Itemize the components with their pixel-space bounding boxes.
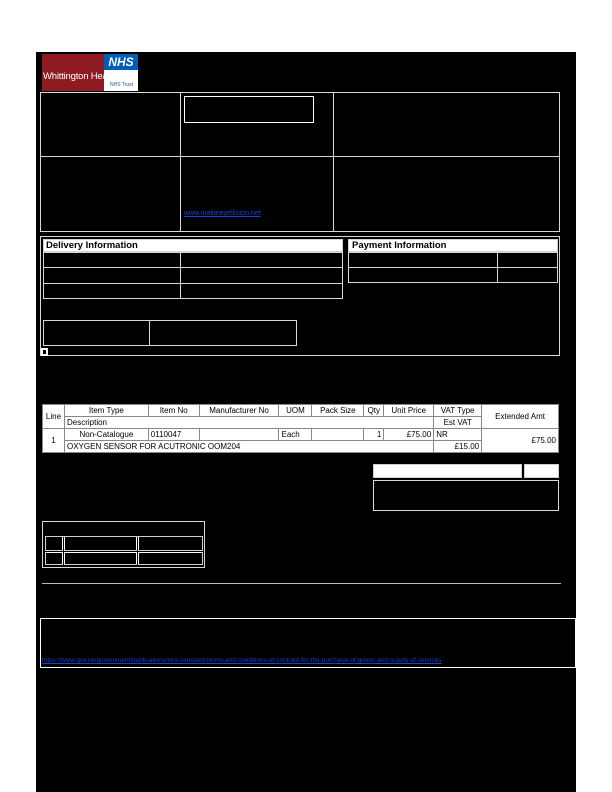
delivery-grid-row2 — [43, 283, 343, 284]
nhs-logo — [42, 54, 138, 91]
order-number-box — [184, 96, 314, 123]
col-item-no: Item No — [148, 405, 199, 417]
logo-nhs-badge: NHS — [104, 54, 138, 70]
logo-sub-text: NHS Trust — [110, 82, 134, 88]
items-header-row-2 — [43, 417, 559, 429]
col-qty: Qty — [364, 405, 384, 417]
totals-value-bar — [524, 464, 559, 478]
item-extended-amt: £75.00 — [482, 429, 559, 453]
col-manufacturer-no: Manufacturer No — [199, 405, 279, 417]
col-description: Description — [64, 417, 433, 429]
payment-header-bar — [348, 239, 558, 252]
approval-grid-mid — [45, 551, 203, 552]
item-row-1b — [43, 441, 559, 453]
payment-info-title: Payment Information — [352, 240, 447, 251]
item-line: 1 — [43, 429, 65, 453]
item-row-1a — [43, 429, 559, 441]
approval-cell-a — [46, 537, 62, 550]
approval-cell-c — [139, 537, 202, 550]
item-unit-price: £75.00 — [384, 429, 434, 441]
col-pack-size: Pack Size — [312, 405, 364, 417]
approval-cell-d — [46, 553, 62, 564]
delivery-grid-row1 — [43, 267, 343, 268]
approval-cell-e — [65, 553, 136, 564]
col-item-type: Item Type — [64, 405, 148, 417]
totals-label-bar — [373, 464, 522, 478]
col-extended-amt: Extended Amt — [482, 405, 559, 429]
additional-info-box — [43, 320, 297, 346]
col-unit-price: Unit Price — [384, 405, 434, 417]
additional-info-divider — [149, 320, 150, 346]
item-manufacturer-no — [199, 429, 279, 441]
header-divider-1 — [180, 92, 181, 232]
item-qty: 1 — [364, 429, 384, 441]
header-divider-2 — [333, 92, 334, 232]
item-type: Non-Catalogue — [64, 429, 148, 441]
item-no: 0110047 — [148, 429, 199, 441]
col-uom: UOM — [279, 405, 312, 417]
totals-box — [373, 480, 559, 511]
delivery-header-bar — [43, 239, 343, 252]
col-est-vat: Est VAT — [434, 417, 482, 429]
delivery-grid — [43, 252, 343, 299]
payment-grid-row — [348, 267, 558, 268]
approval-cell-f — [139, 553, 202, 564]
approval-cell-b — [65, 537, 136, 550]
item-pack-size — [312, 429, 364, 441]
logo-org-name: Whittington Health — [43, 71, 118, 82]
delivery-info-title: Delivery Information — [46, 240, 138, 251]
terms-link[interactable]: https://www.gov.uk/government/publications/nhs-standard-terms-and-conditions-of-contract-for-the-purchase-of-goods-and-supply-of-services — [42, 657, 442, 664]
item-uom: Each — [279, 429, 312, 441]
small-marker-inner — [43, 350, 46, 354]
delivery-grid-col — [180, 252, 181, 299]
payment-grid-col — [497, 252, 498, 283]
item-vat-type: NR — [434, 429, 482, 441]
col-line: Line — [43, 405, 65, 429]
supplier-website-link[interactable]: www.maloneyelliston.net — [184, 210, 261, 217]
col-vat-type: VAT Type — [434, 405, 482, 417]
footer-divider — [42, 583, 561, 584]
item-est-vat: £15.00 — [434, 441, 482, 453]
item-description: OXYGEN SENSOR FOR ACUTRONIC OOM204 — [64, 441, 433, 453]
items-table — [42, 404, 559, 453]
header-divider-h — [40, 156, 560, 157]
items-header-row-1 — [43, 405, 559, 417]
